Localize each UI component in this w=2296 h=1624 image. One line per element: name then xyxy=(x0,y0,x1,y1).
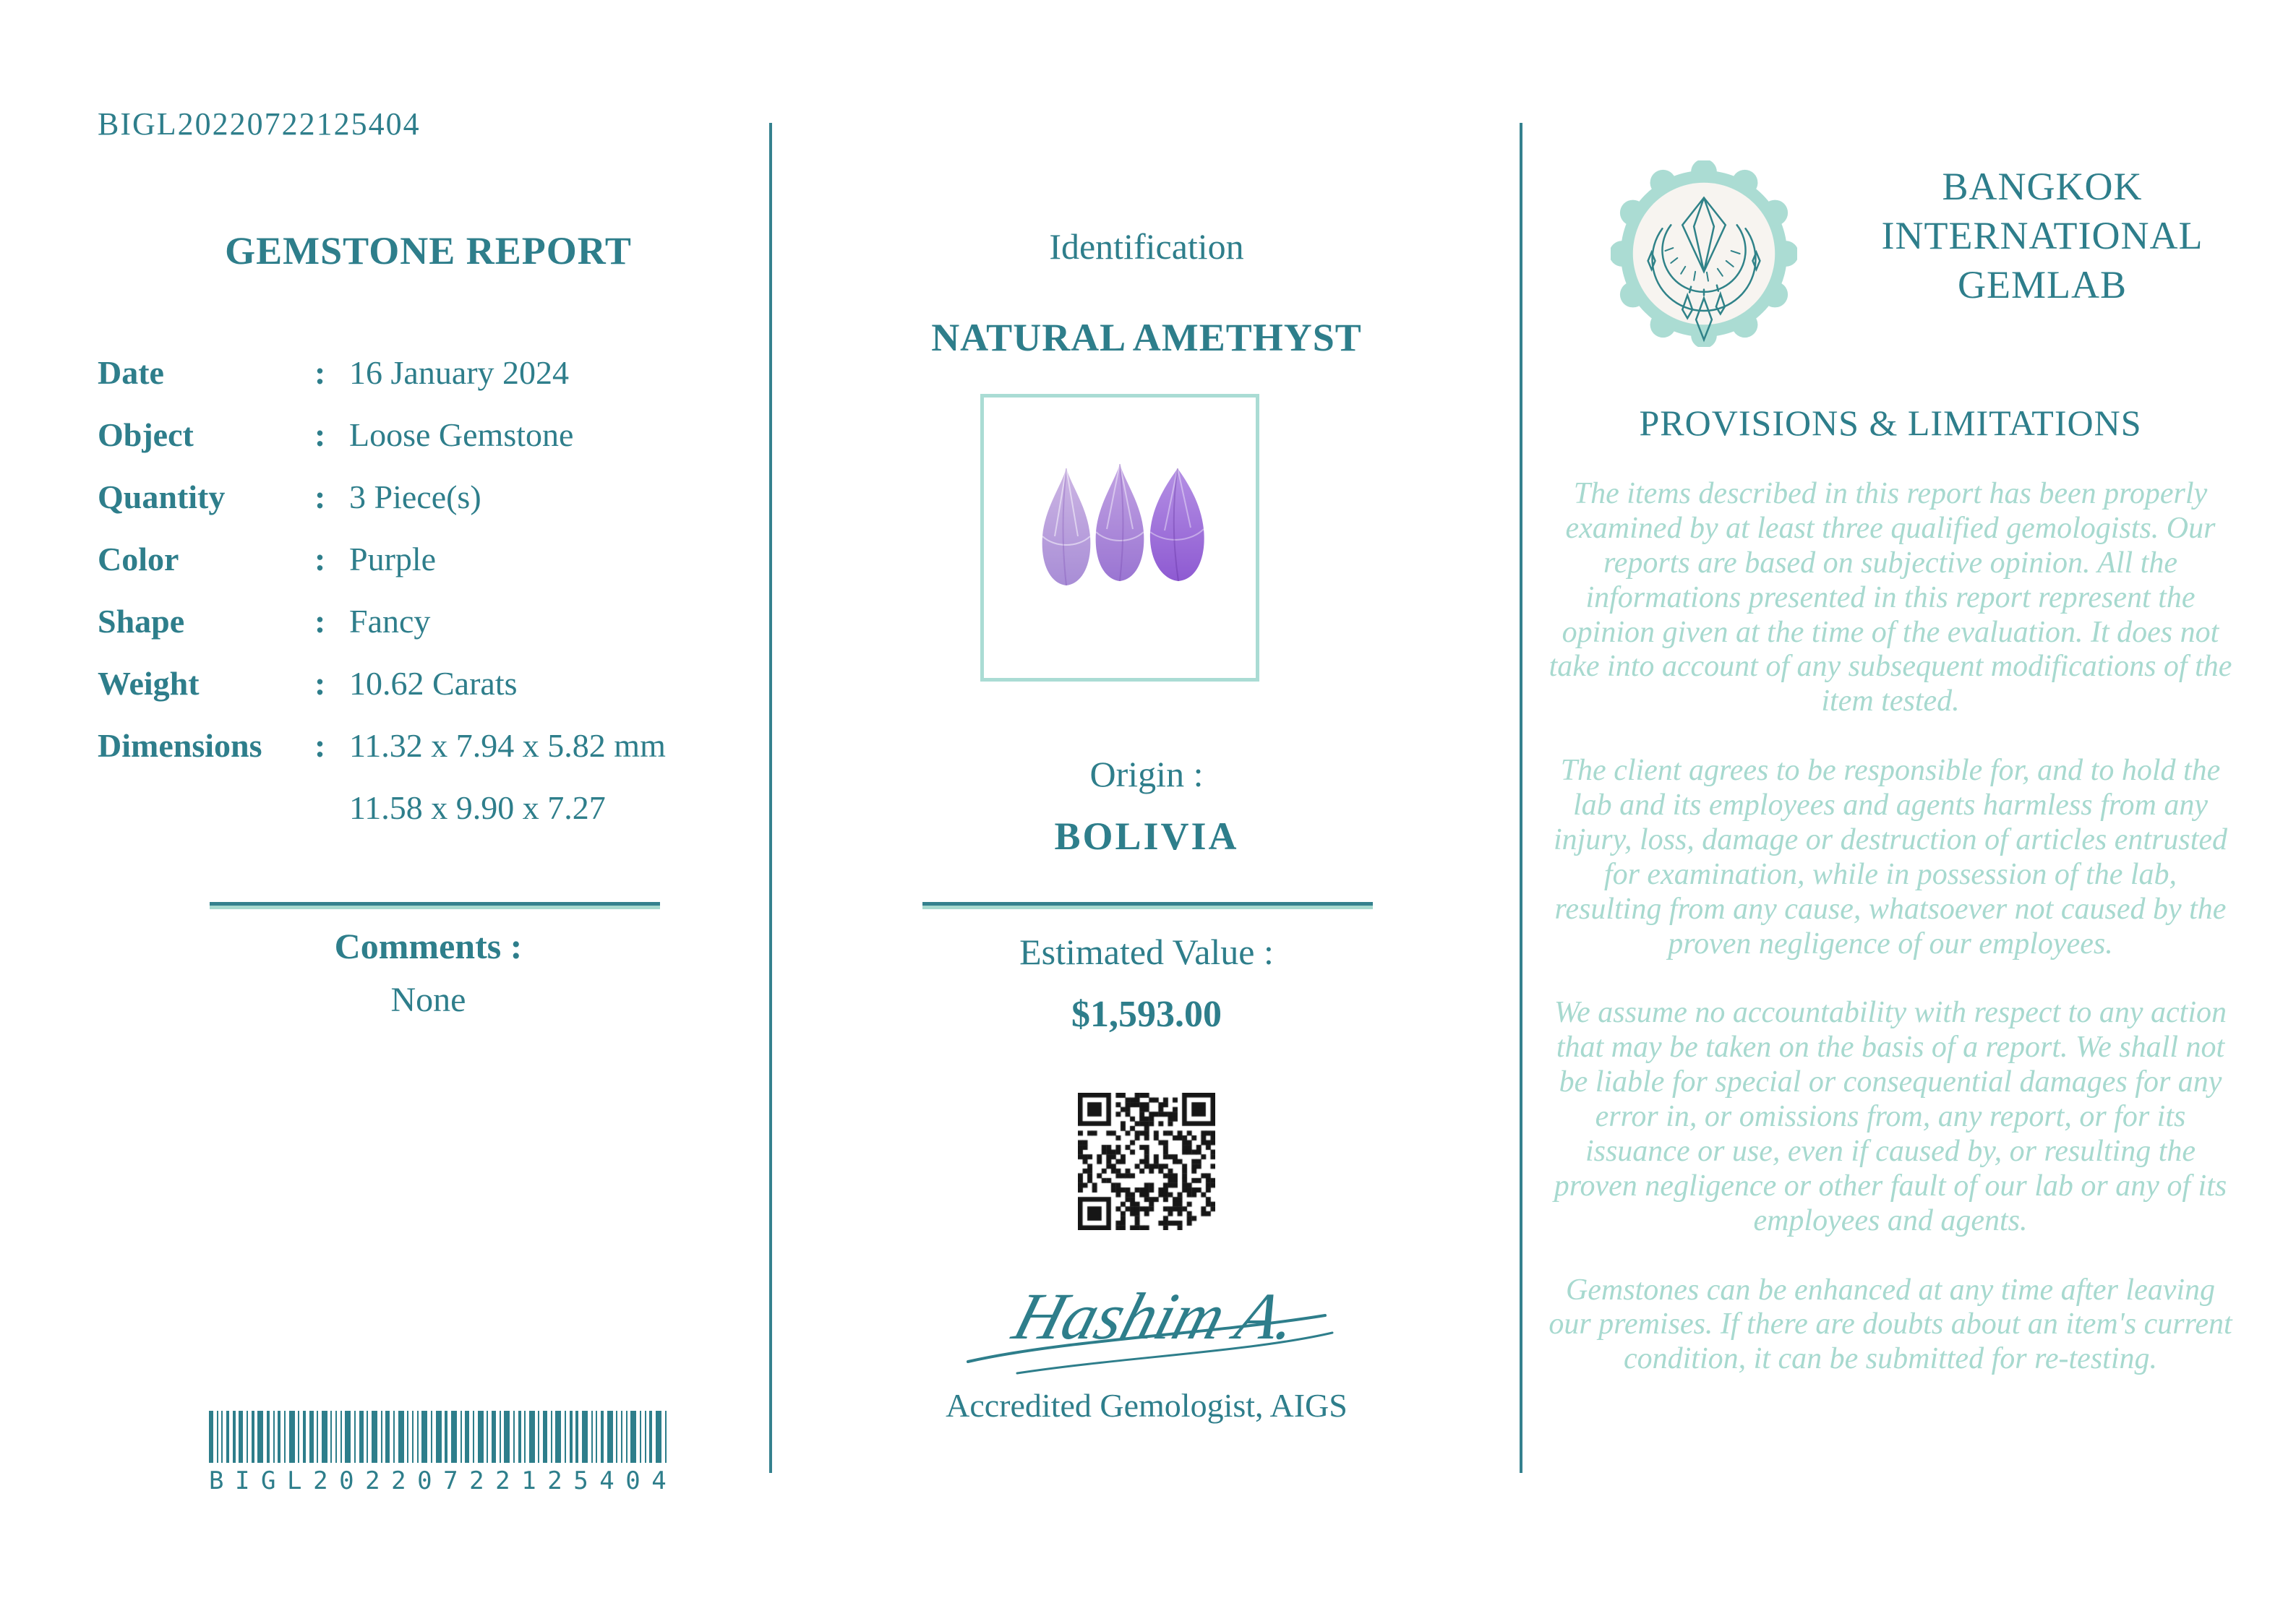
field-value: 3 Piece(s) xyxy=(349,478,481,515)
field-colon: : xyxy=(314,416,326,453)
amethyst-gems-image xyxy=(984,398,1256,678)
gemologist-signature xyxy=(948,1255,1345,1388)
field-row-dimensions xyxy=(98,714,759,776)
barcode-bars xyxy=(209,1411,667,1463)
field-row-shape xyxy=(98,590,759,652)
field-value: 11.58 x 9.90 x 7.27 xyxy=(349,789,606,826)
field-row-quantity xyxy=(98,465,759,528)
field-row-weight xyxy=(98,652,759,714)
gemstone-photo xyxy=(980,394,1259,682)
field-value: 10.62 Carats xyxy=(349,664,518,702)
origin-value: BOLIVIA xyxy=(1054,815,1239,858)
field-value: Loose Gemstone xyxy=(349,416,574,453)
field-value: Purple xyxy=(349,540,437,577)
provisions-heading: PROVISIONS & LIMITATIONS xyxy=(1639,403,2142,443)
field-row-color xyxy=(98,528,759,590)
page-title: GEMSTONE REPORT xyxy=(225,229,632,272)
provision-paragraph: We assume no accountability with respect to any action that may be taken on the basis of a report. We shall not be liable for special or consequential damages for any error in, or omissions from, any report, or for its issuance or use, even if caused by, or resulting the proven negligence or other fault of our lab or any of its employees and agents. xyxy=(1554,996,2227,1237)
provisions-paragraphs xyxy=(1547,477,2234,1412)
field-colon: : xyxy=(314,353,326,391)
certificate-number: BIGL20220722125404 xyxy=(98,106,421,142)
comments-divider xyxy=(210,902,660,906)
provision-paragraph: Gemstones can be enhanced at any time after leaving our premises. If there are doubts about an item's current condition, it can be submitted for re-testing. xyxy=(1548,1273,2232,1376)
provision-paragraph: The client agrees to be responsible for, and to hold the lab and its employees and agents harmless from any injury, loss, damage or destruction of articles entrusted for examination, while in possession of the lab, resulting from any cause, whatsoever not caused by the proven negligence of our employees. xyxy=(1553,754,2228,961)
field-colon: : xyxy=(314,664,326,702)
barcode-text: B I G L 2 0 2 2 0 7 2 2 1 2 5 4 0 4 xyxy=(209,1466,667,1495)
comments-value: None xyxy=(390,981,466,1019)
gem-pear-left xyxy=(1042,468,1091,585)
identification-heading: Identification xyxy=(1049,226,1244,267)
lab-name-line: BANGKOK xyxy=(1942,165,2143,208)
field-label: Object xyxy=(98,416,194,453)
field-label: Weight xyxy=(98,664,200,702)
field-row-dimensions-2 xyxy=(98,776,759,838)
field-colon: : xyxy=(314,540,326,577)
signatory-title: Accredited Gemologist, AIGS xyxy=(946,1387,1348,1424)
qr-code xyxy=(1078,1093,1215,1230)
lab-name-line: GEMLAB xyxy=(1958,263,2127,307)
lab-name-line: INTERNATIONAL xyxy=(1881,214,2203,258)
logo-inner-circle xyxy=(1633,183,1775,325)
lab-name xyxy=(1825,162,2259,309)
estimated-value-heading: Estimated Value : xyxy=(1019,932,1274,972)
origin-heading: Origin : xyxy=(1089,754,1204,794)
provision-paragraph: The items described in this report has been properly examined by at least three qualified gemologists. Our reports are based on subjective opinion. All the informations presented in this report represent the opinion given at the time of the evaluation. It does not take into account of any subsequent modifications of the item tested. xyxy=(1548,477,2232,718)
field-value: Fancy xyxy=(349,602,431,640)
gem-pear-right xyxy=(1150,468,1204,581)
report-fields xyxy=(98,341,759,838)
estimated-value-divider xyxy=(922,902,1373,906)
field-value: 16 January 2024 xyxy=(349,353,570,391)
field-label: Shape xyxy=(98,602,185,640)
stone-name: NATURAL AMETHYST xyxy=(931,316,1362,359)
field-row-object xyxy=(98,403,759,465)
field-label: Quantity xyxy=(98,478,226,515)
comments-heading: Comments : xyxy=(334,926,523,966)
gemlab-logo xyxy=(1611,160,1797,347)
gem-pear-middle xyxy=(1096,464,1144,581)
field-label: Date xyxy=(98,353,164,391)
field-colon: : xyxy=(314,478,326,515)
field-colon: : xyxy=(314,726,326,764)
field-label: Color xyxy=(98,540,179,577)
field-colon: : xyxy=(314,602,326,640)
field-label: Dimensions xyxy=(98,726,262,764)
signature-name: Hashim A. xyxy=(1006,1279,1307,1354)
estimated-value: $1,593.00 xyxy=(1071,994,1222,1035)
barcode xyxy=(209,1411,667,1495)
field-value: 11.32 x 7.94 x 5.82 mm xyxy=(349,726,666,764)
field-row-date xyxy=(98,341,759,403)
